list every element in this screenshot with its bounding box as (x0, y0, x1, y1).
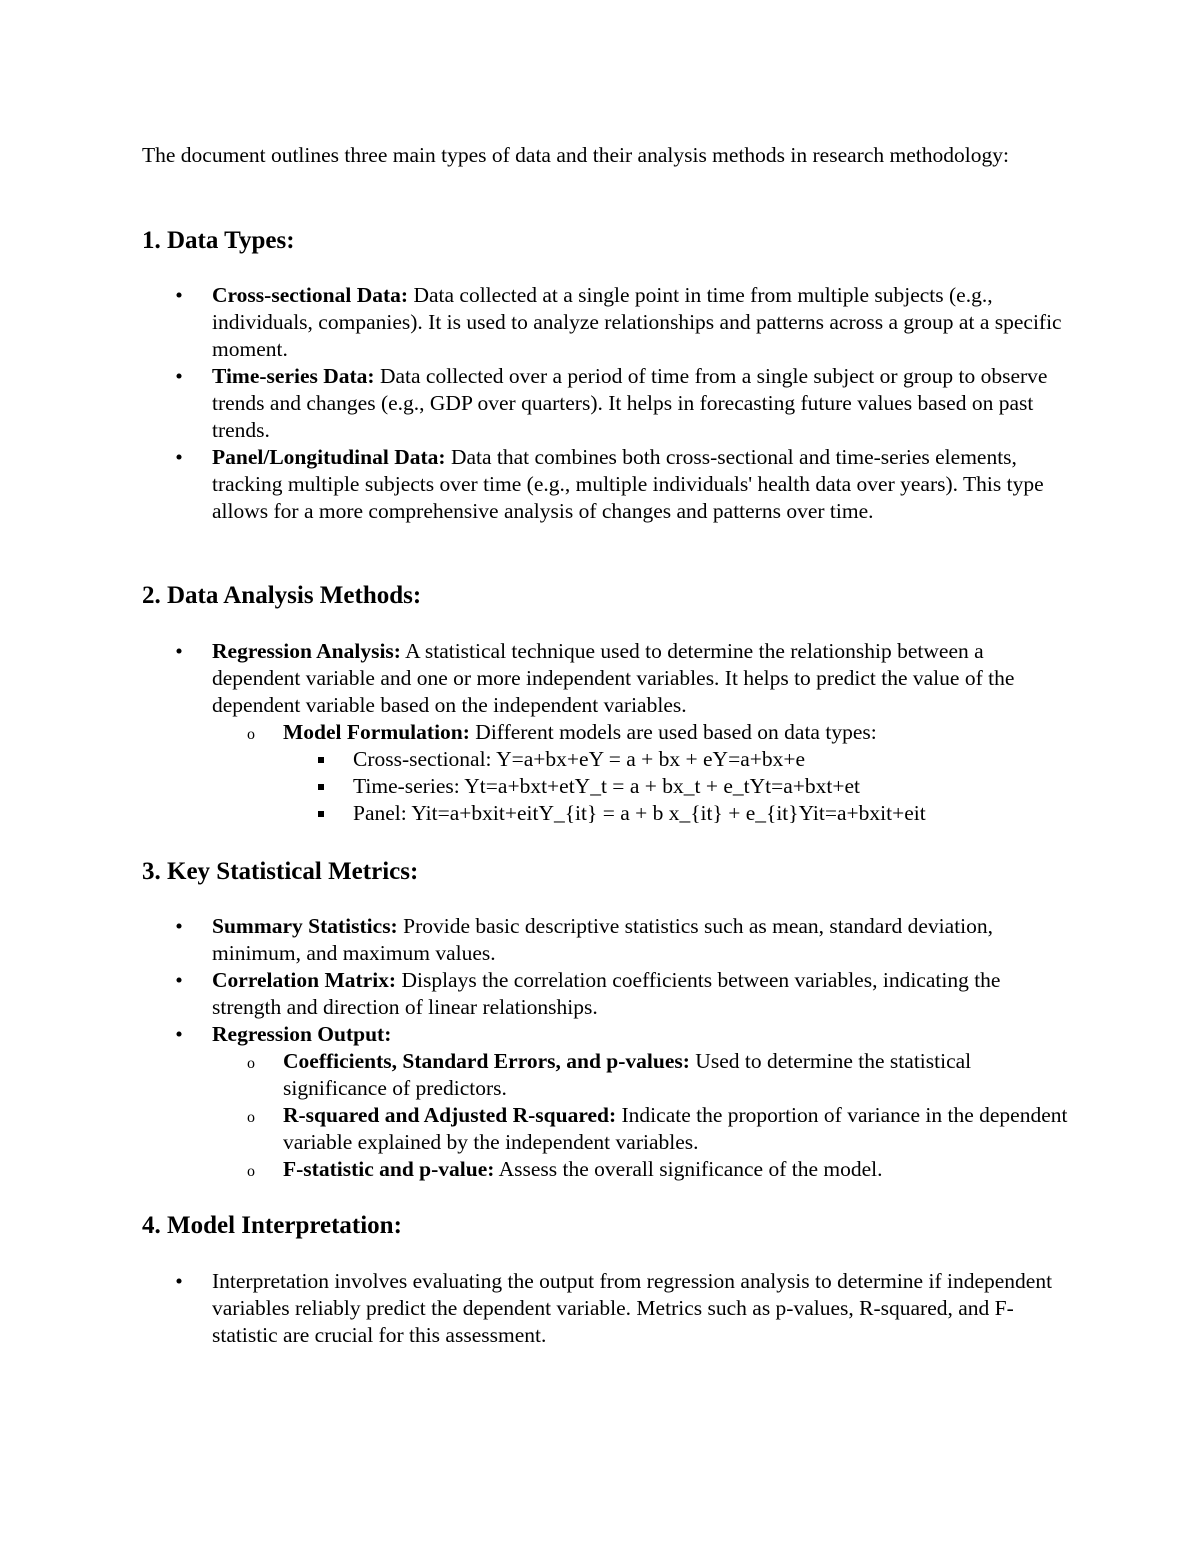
list-item (175, 282, 1072, 363)
sub-item-text: Indicate the proportion of variance in the dependent variable explained by the independent variables. (283, 1103, 1068, 1154)
item-text: Displays the correlation coefficients between variables, indicating the strength and direction of linear relationships. (212, 968, 1001, 1019)
square-bullet-icon (318, 784, 324, 790)
data-types-list (175, 282, 1072, 525)
sub-item-text: Different models are used based on data types: (469, 720, 877, 744)
bullet-icon: • (175, 1269, 183, 1293)
list-item (175, 1268, 1072, 1349)
list-item (175, 638, 1072, 827)
bullet-icon: • (175, 445, 183, 469)
item-label: Regression Output: (212, 1022, 392, 1046)
formula-item (353, 800, 1072, 827)
item-label: Regression Analysis: (212, 639, 401, 663)
list-item (175, 1021, 1072, 1183)
sub-list-item (247, 1102, 1072, 1156)
circle-bullet-icon: o (247, 1055, 255, 1072)
formula-text: Panel: Yit=a+bxit+eitY_{it} = a + b x_{it} + e_{it}Yit=a+bxit+eit (353, 801, 926, 825)
list-item (175, 967, 1072, 1021)
sub-list-item (247, 1156, 1072, 1183)
list-item (175, 363, 1072, 444)
bullet-icon: • (175, 914, 183, 938)
bullet-icon: • (175, 1022, 183, 1046)
square-bullet-icon (318, 757, 324, 763)
list-item (175, 913, 1072, 967)
item-label: Correlation Matrix: (212, 968, 397, 992)
sub-item-label: R-squared and Adjusted R-squared: (283, 1103, 617, 1127)
formula-item (353, 773, 1072, 800)
sub-item-text: Used to determine the statistical significance of predictors. (283, 1049, 972, 1100)
item-text: Interpretation involves evaluating the output from regression analysis to determine if independent variables reliably predict the dependent variable. Metrics such as p-values, R-squared, and F-statistic are crucial for this assessment. (212, 1269, 1053, 1347)
bullet-icon: • (175, 283, 183, 307)
item-text: Data that combines both cross-sectional and time-series elements, tracking multiple subjects over time (e.g., multiple individuals' health data over years). This type allows for a more comprehensive analysis of changes and patterns over time. (212, 445, 1044, 523)
item-text: Data collected over a period of time from a single subject or group to observe trends and changes (e.g., GDP over quarters). It helps in forecasting future values based on past trends. (212, 364, 1048, 442)
bullet-icon: • (175, 968, 183, 992)
formula-text: Cross-sectional: Y=a+bx+eY = a + bx + eY=a+bx+e (353, 747, 806, 771)
formula-text: Time-series: Yt=a+bxt+etY_t = a + bx_t + e_tYt=a+bxt+et (353, 774, 861, 798)
item-label: Cross-sectional Data: (212, 283, 409, 307)
section-heading-analysis-methods: 2. Data Analysis Methods: (142, 582, 422, 609)
square-bullet-icon (318, 811, 324, 817)
intro-paragraph: The document outlines three main types of data and their analysis methods in research methodology: (142, 143, 1009, 167)
sub-list (247, 1048, 1072, 1183)
bullet-icon: • (175, 364, 183, 388)
sub-item-text: Assess the overall significance of the model. (494, 1157, 883, 1181)
sub-item-label: Model Formulation: (283, 720, 470, 744)
item-label: Time-series Data: (212, 364, 375, 388)
section-heading-model-interpretation: 4. Model Interpretation: (142, 1212, 402, 1239)
item-label: Panel/Longitudinal Data: (212, 445, 446, 469)
section-heading-data-types: 1. Data Types: (142, 227, 295, 254)
item-text: Provide basic descriptive statistics such as mean, standard deviation, minimum, and maximum values. (212, 914, 994, 965)
item-text: Data collected at a single point in time from multiple subjects (e.g., individuals, companies). It is used to analyze relationships and patterns across a group at a specific moment. (212, 283, 1062, 361)
circle-bullet-icon: o (247, 1163, 255, 1180)
sub-list-item (247, 1048, 1072, 1102)
sub-item-label: Coefficients, Standard Errors, and p-values: (283, 1049, 690, 1073)
item-label: Summary Statistics: (212, 914, 398, 938)
list-item (175, 444, 1072, 525)
section-heading-statistical-metrics: 3. Key Statistical Metrics: (142, 858, 419, 885)
statistical-metrics-list (175, 913, 1072, 1183)
bullet-icon: • (175, 639, 183, 663)
item-text: A statistical technique used to determine the relationship between a dependent variable and one or more independent variables. It helps to predict the value of the dependent variable based on the independent variables. (212, 639, 1015, 717)
model-interpretation-list (175, 1268, 1072, 1349)
sub-list (247, 719, 1072, 827)
sub-item-label: F-statistic and p-value: (283, 1157, 495, 1181)
circle-bullet-icon: o (247, 726, 255, 743)
formula-item (353, 746, 1072, 773)
formula-list (353, 746, 1072, 827)
circle-bullet-icon: o (247, 1109, 255, 1126)
analysis-methods-list (175, 638, 1072, 827)
sub-list-item (247, 719, 1072, 827)
